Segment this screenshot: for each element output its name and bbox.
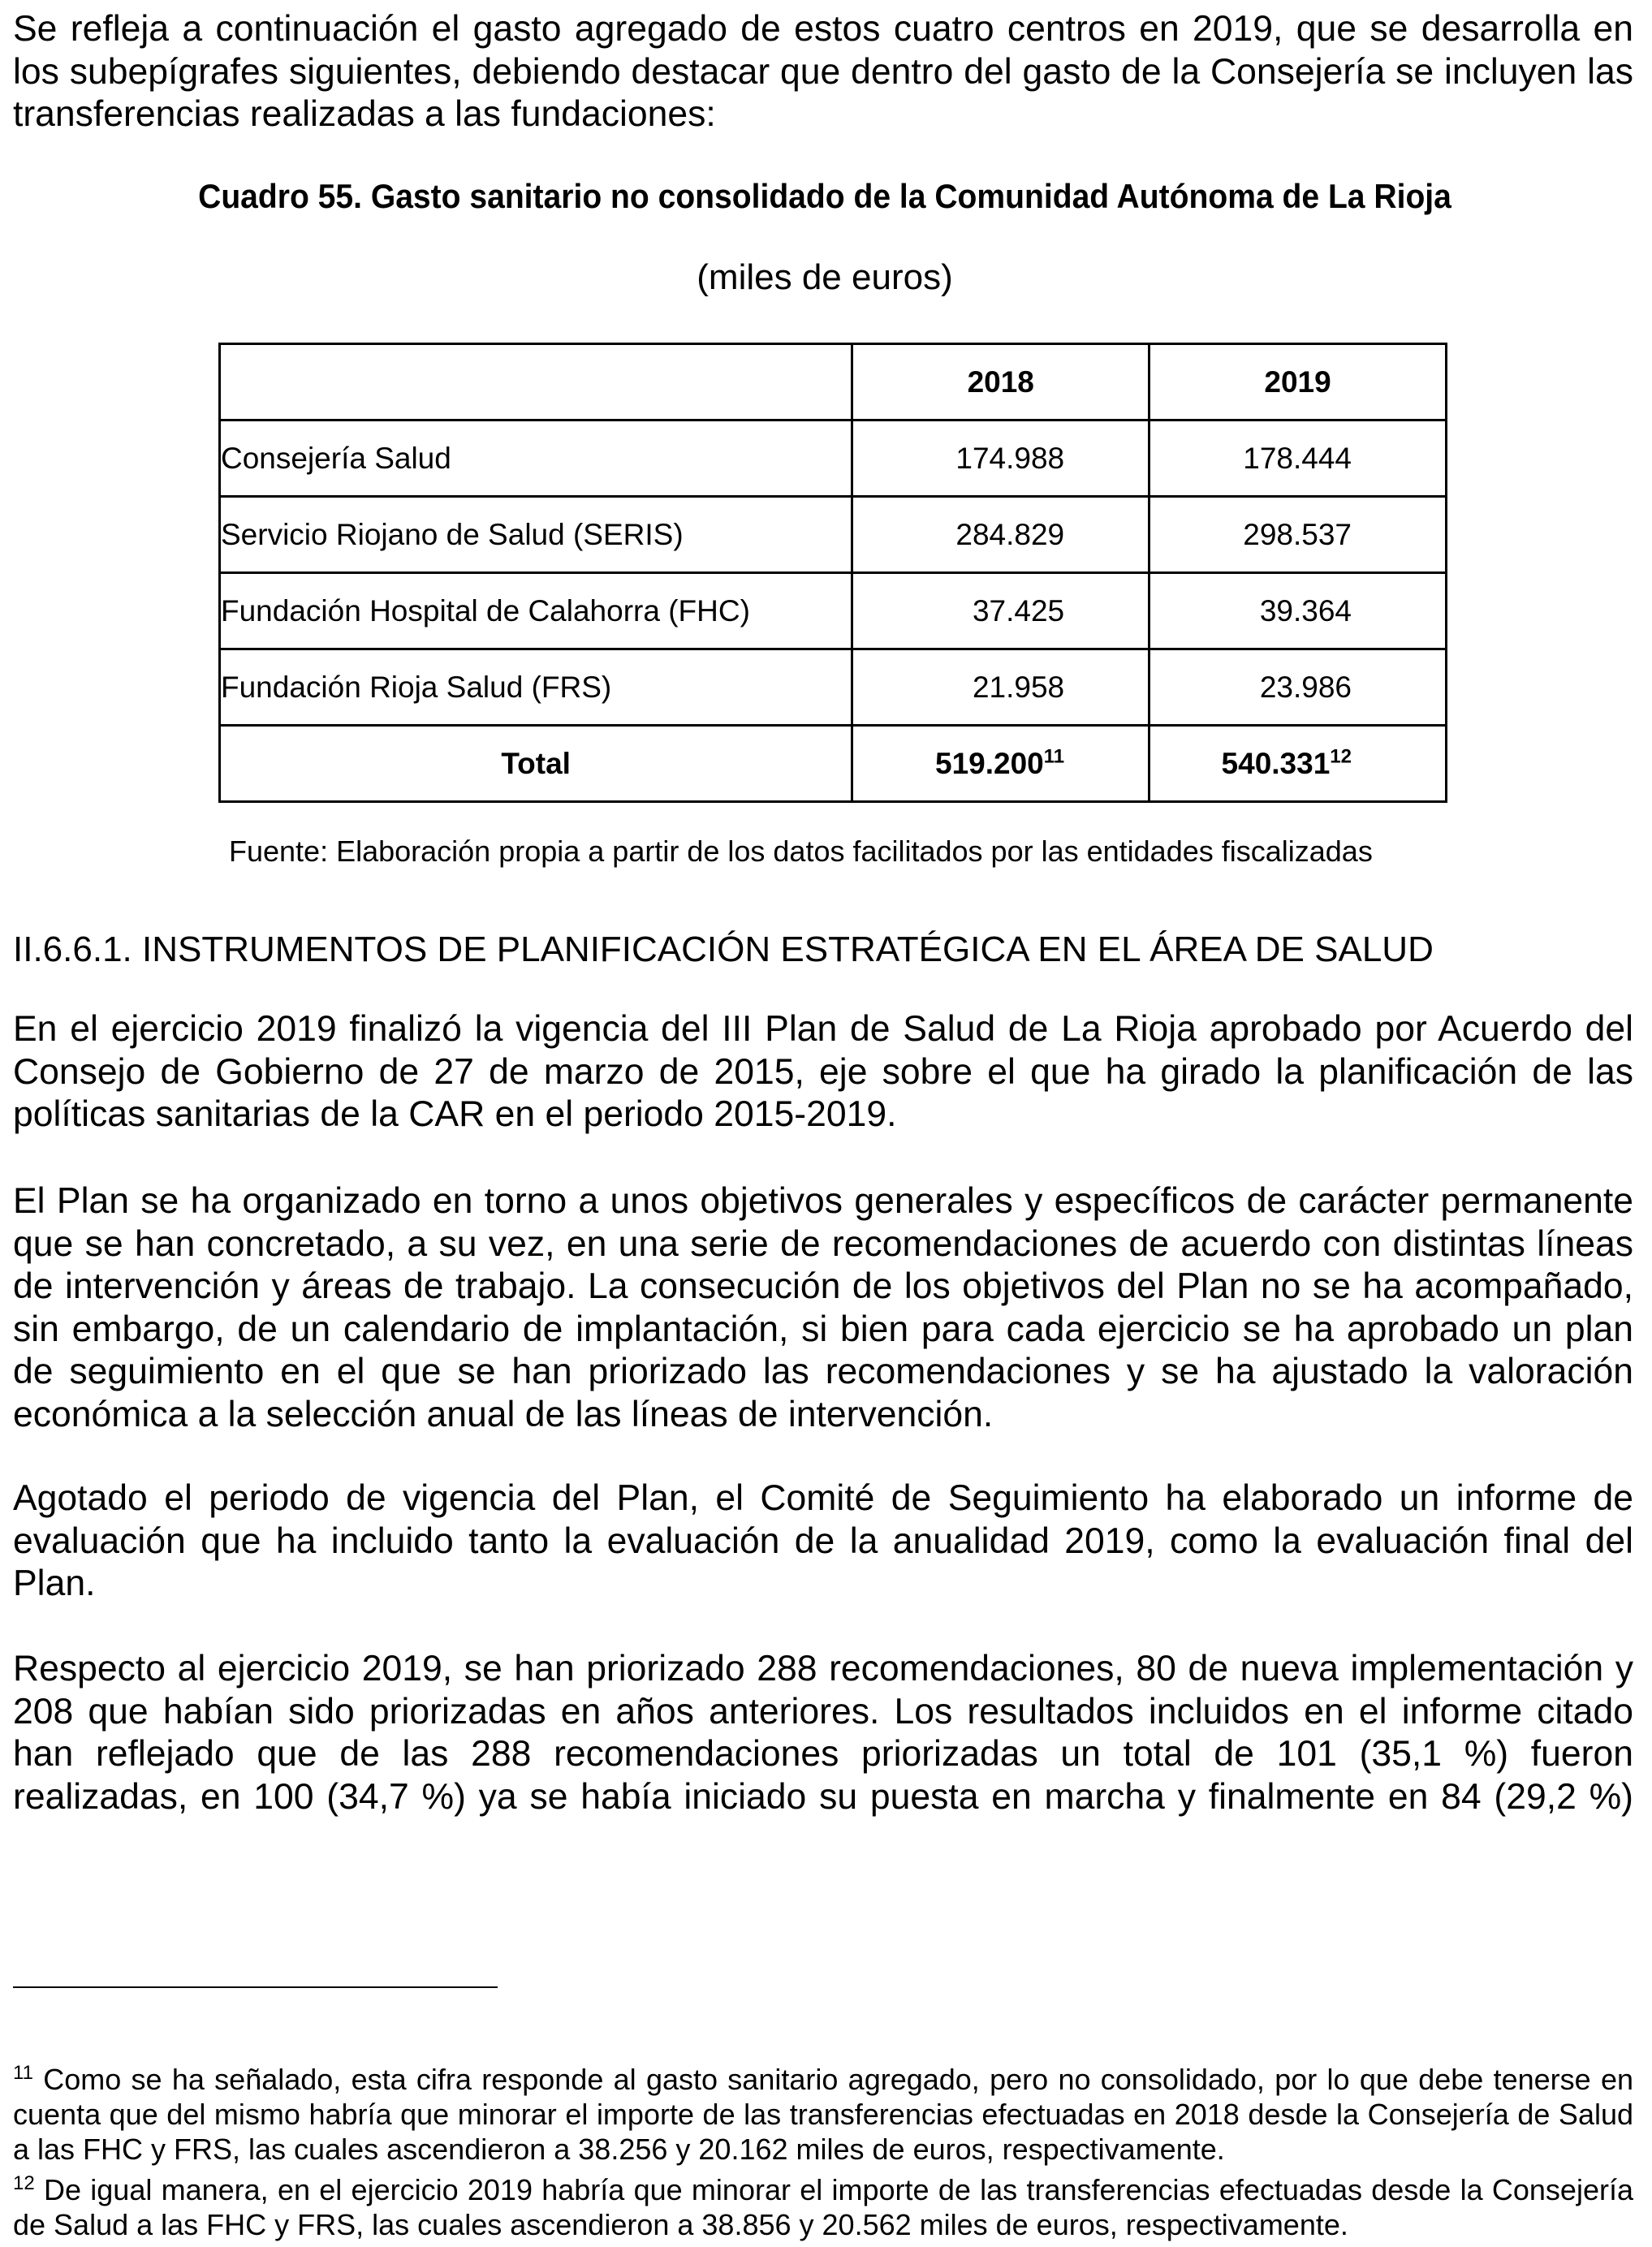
row-value-2019: 298.537	[1149, 497, 1447, 573]
table-header-2019: 2019	[1149, 344, 1447, 421]
row-value-2019: 178.444	[1149, 421, 1447, 497]
body-paragraph: Respecto al ejercicio 2019, se han priorizado 288 recomendaciones, 80 de nueva implementación y 208 que habían sido priorizadas en años anteriores. Los resultados incluidos en el informe citado han reflejado que de las 288 recomendaciones priorizadas un total de 101 (35,1 %) fueron realizadas, en 100 (34,7 %) ya se había iniciado su puesta en marcha y finalmente en 84 (29,2 %)	[13, 1649, 1633, 1817]
row-label: Consejería Salud	[220, 421, 852, 497]
table-total-row	[220, 726, 1447, 802]
table-source: Fuente: Elaboración propia a partir de los datos facilitados por las entidades fiscalizadas	[229, 835, 1373, 868]
table-unit: (miles de euros)	[697, 257, 953, 297]
footnote-separator	[13, 1986, 498, 1988]
row-label: Fundación Rioja Salud (FRS)	[220, 649, 852, 726]
footnote-ref-11[interactable]: 11	[1043, 745, 1065, 768]
table-header-label	[220, 344, 852, 421]
body-paragraph: Agotado el periodo de vigencia del Plan, el Comité de Seguimiento ha elaborado un informe de evaluación que ha incluido tanto la evaluación de la anualidad 2019, como la evaluación final del Plan.	[13, 1478, 1633, 1603]
footnote-text: Como se ha señalado, esta cifra responde al gasto sanitario agregado, pero no consolidado, por lo que debe tenerse en cuenta que del mismo habría que minorar el importe de las transferencias efectuadas en 2018 desde la Consejería de Salud a las FHC y FRS, las cuales ascendieron a 38.256 y 20.162 miles de euros, respectivamente.	[13, 2063, 1633, 2166]
table-row	[220, 497, 1447, 573]
footnote-ref-12[interactable]: 12	[1330, 745, 1352, 768]
row-value-2018: 284.829	[852, 497, 1149, 573]
footnote	[13, 2062, 1633, 2167]
total-value-2018	[852, 726, 1149, 802]
table-row	[220, 573, 1447, 649]
row-value-2019: 39.364	[1149, 573, 1447, 649]
row-value-2018: 37.425	[852, 573, 1149, 649]
row-value-2018: 174.988	[852, 421, 1149, 497]
table-header-2018: 2018	[852, 344, 1149, 421]
table-title: Cuadro 55. Gasto sanitario no consolidado de la Comunidad Autónoma de La Rioja	[198, 177, 1451, 215]
footnote-text: De igual manera, en el ejercicio 2019 habría que minorar el importe de las transferencias efectuadas desde la Consejería de Salud a las FHC y FRS, las cuales ascendieron a 38.856 y 20.562 miles de euros, respectivamente.	[13, 2173, 1633, 2241]
intro-paragraph: Se refleja a continuación el gasto agregado de estos cuatro centros en 2019, que se desarrolla en los subepígrafes siguientes, debiendo destacar que dentro del gasto de la Consejería se incluyen las transferencias realizadas a las fundaciones:	[13, 9, 1633, 134]
table-row	[220, 421, 1447, 497]
footnote-number: 11	[13, 2062, 33, 2084]
total-label: Total	[220, 726, 852, 802]
total-value-2019	[1149, 726, 1447, 802]
table-row	[220, 649, 1447, 726]
total-2019-amount: 540.331	[1221, 746, 1331, 780]
row-label: Fundación Hospital de Calahorra (FHC)	[220, 573, 852, 649]
body-paragraph: El Plan se ha organizado en torno a unos objetivos generales y específicos de carácter permanente que se han concretado, a su vez, en una serie de recomendaciones de acuerdo con distintas líneas de intervención y áreas de trabajo. La consecución de los objetivos del Plan no se ha acompañado, sin embargo, de un calendario de implantación, si bien para cada ejercicio se ha aprobado un plan de seguimiento en el que se han priorizado las recomendaciones y se ha ajustado la valoración económica a la selección anual de las líneas de intervención.	[13, 1181, 1633, 1434]
total-2018-amount: 519.200	[935, 746, 1044, 780]
row-label: Servicio Riojano de Salud (SERIS)	[220, 497, 852, 573]
row-value-2018: 21.958	[852, 649, 1149, 726]
table-header-row	[220, 344, 1447, 421]
section-heading: II.6.6.1. INSTRUMENTOS DE PLANIFICACIÓN ESTRATÉGICA EN EL ÁREA DE SALUD	[13, 929, 1434, 969]
row-value-2019: 23.986	[1149, 649, 1447, 726]
expense-table	[218, 343, 1447, 803]
body-paragraph: En el ejercicio 2019 finalizó la vigencia del III Plan de Salud de La Rioja aprobado por Acuerdo del Consejo de Gobierno de 27 de marzo de 2015, eje sobre el que ha girado la planificación de las políticas sanitarias de la CAR en el periodo 2015-2019.	[13, 1009, 1633, 1134]
footnote	[13, 2172, 1633, 2242]
footnote-number: 12	[13, 2172, 35, 2194]
